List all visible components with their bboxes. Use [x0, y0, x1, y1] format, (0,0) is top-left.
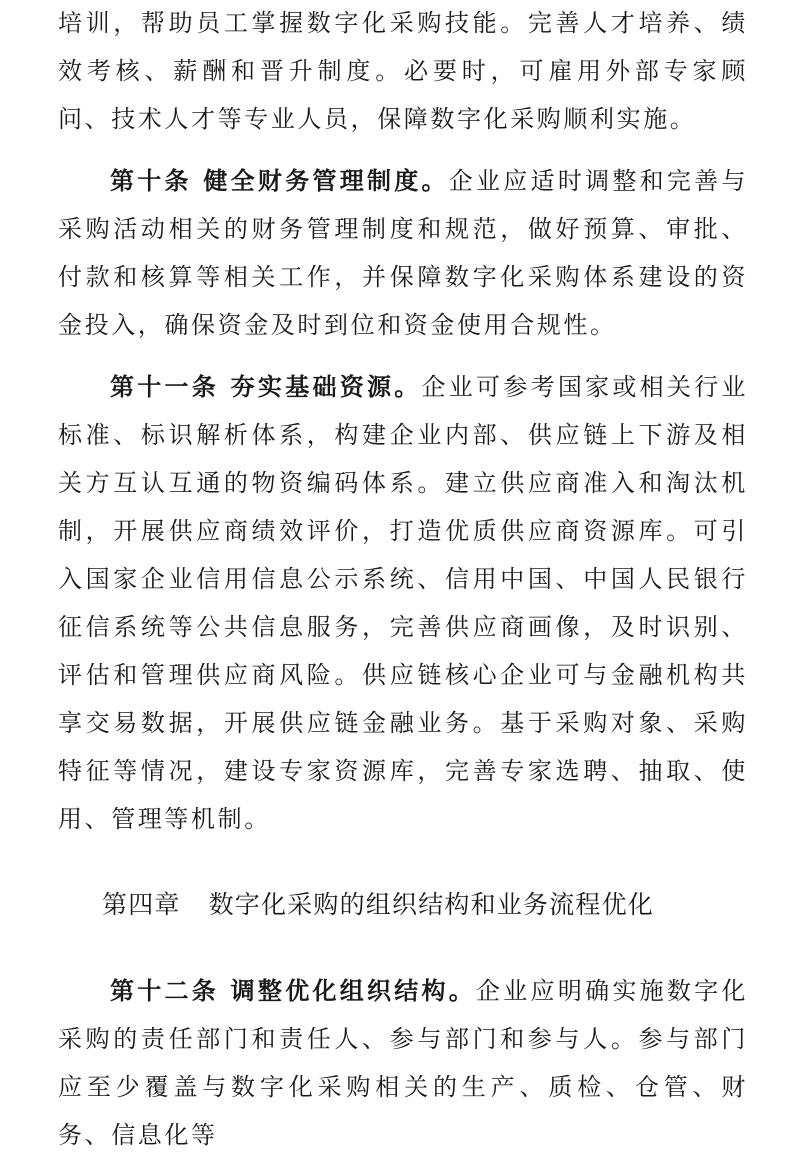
document-page: [58, 0, 748, 1159]
paragraph-continuation: [58, 0, 748, 143]
article-11: [58, 363, 748, 843]
chapter-title: 数字化采购的组织结构和业务流程优化: [208, 890, 655, 919]
article-body: 企业应明确实施数字化采购的责任部门和责任人、参与部门和参与人。参与部门应至少覆盖与数字化采购相关的生产、质检、仓管、财务、信息化等: [58, 977, 748, 1149]
chapter-heading: [58, 881, 748, 929]
paragraph-text: 培训，帮助员工掌握数字化采购技能。完善人才培养、绩效考核、薪酬和晋升制度。必要时，可雇用外部专家顾问、技术人才等专业人员，保障数字化采购顺利实施。: [58, 9, 748, 133]
article-12: [58, 967, 748, 1159]
article-title: 第十二条 调整优化组织结构。: [110, 977, 477, 1005]
article-body: 企业应适时调整和完善与采购活动相关的财务管理制度和规范，做好预算、审批、付款和核算等相关工作，并保障数字化采购体系建设的资金投入，确保资金及时到位和资金使用合规性。: [58, 167, 748, 339]
article-title: 第十条 健全财务管理制度。: [110, 167, 449, 195]
chapter-number: 第四章: [102, 890, 181, 919]
article-title: 第十一条 夯实基础资源。: [110, 373, 422, 401]
article-10: [58, 157, 748, 349]
article-body: 企业可参考国家或相关行业标准、标识解析体系，构建企业内部、供应链上下游及相关方互认互通的物资编码体系。建立供应商准入和淘汰机制，开展供应商绩效评价，打造优质供应商资源库。可引入国家企业信用信息公示系统、信用中国、中国人民银行征信系统等公共信息服务，完善供应商画像，及时识别、评估和管理供应商风险。供应链核心企业可与金融机构共享交易数据，开展供应链金融业务。基于采购对象、采购特征等情况，建设专家资源库，完善专家选聘、抽取、使用、管理等机制。: [58, 373, 749, 833]
